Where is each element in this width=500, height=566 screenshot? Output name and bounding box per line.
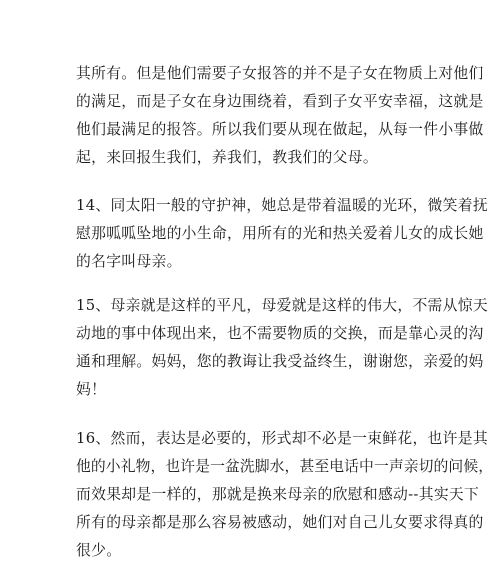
paragraph-16 [76,425,493,565]
paragraph-15 [76,292,488,404]
text-line: 其所有。但是他们需要子女报答的并不是子女在物质上对他们 [76,65,484,82]
text-line: 的名字叫母亲。 [76,253,182,270]
text-line: 所有的母亲都是那么容易被感动，她们对自己儿女要求得真的 [76,514,484,531]
text-line: 很少。 [76,542,122,559]
text-line: 16、然而，表达是必要的，形式却不必是一束鲜花，也许是其 [76,430,488,447]
text-line: 慰那呱呱坠地的小生命，用所有的光和热关爱着儿女的成长她 [76,225,484,242]
text-line: 14、同太阳一般的守护神，她总是带着温暖的光环，微笑着抚 [76,197,488,214]
text-line: 动地的事中体现出来，也不需要物质的交换，而是靠心灵的沟 [76,325,484,342]
text-line: 他的小礼物，也许是一盆洗脚水，甚至电话中一声亲切的问候， [76,458,494,475]
text-line: 他们最满足的报答。所以我们要从现在做起，从每一件小事做 [76,121,484,138]
paragraph-14 [76,192,488,276]
text-line: 妈！ [76,381,107,398]
text-line: 的满足，而是子女在身边围绕着，看到子女平安幸福，这就是 [76,93,484,110]
text-line: 起，来回报生我们，养我们，教我们的父母。 [76,149,378,166]
text-line: 通和理解。妈妈，您的教诲让我受益终生，谢谢您，亲爱的妈 [76,353,484,370]
text-line: 15、母亲就是这样的平凡，母爱就是这样的伟大，不需从惊天 [76,297,488,314]
text-line: 而效果却是一样的，那就是换来母亲的欣慰和感动--其实天下 [76,486,480,503]
paragraph-continuation [76,60,484,172]
